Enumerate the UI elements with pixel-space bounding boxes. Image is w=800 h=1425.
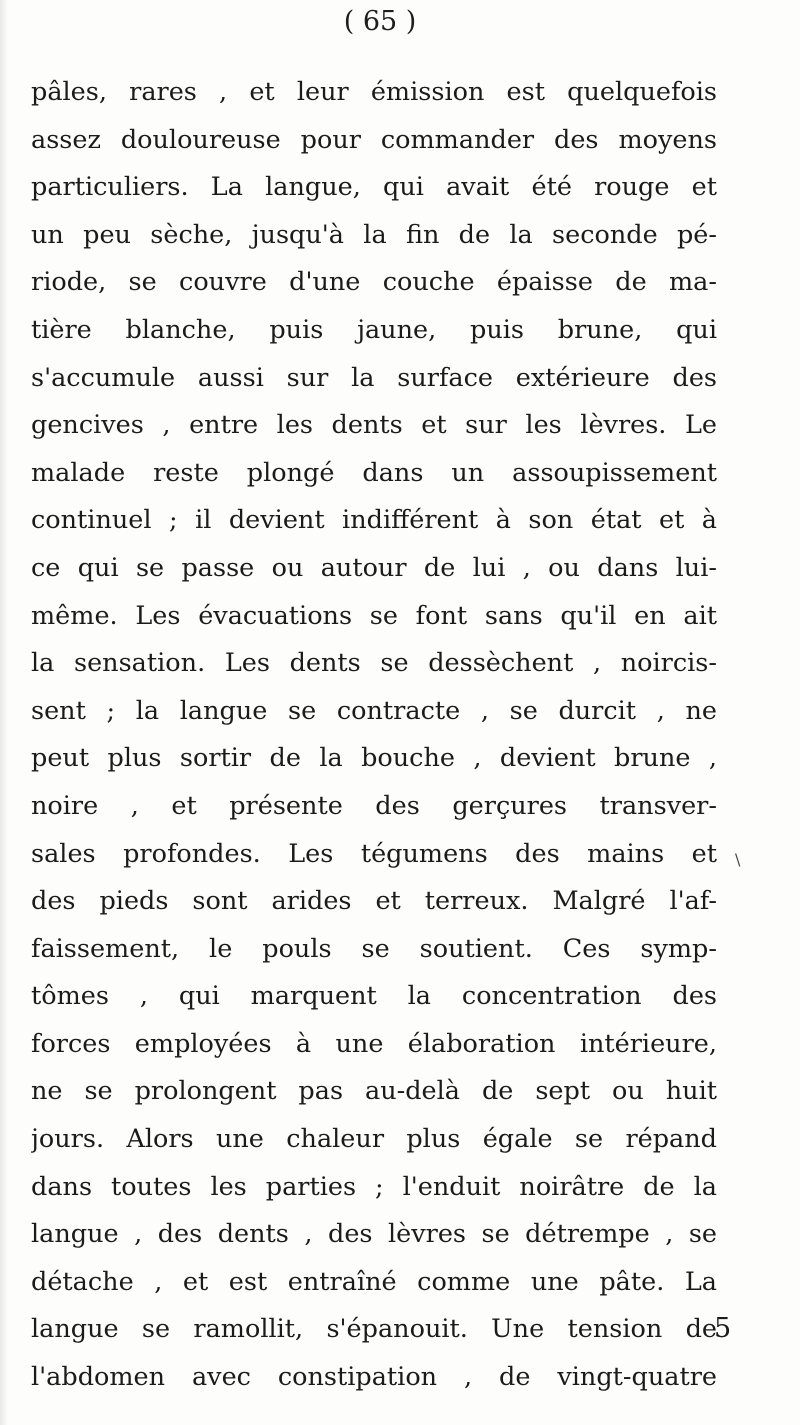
text-line: continuel ; il devient indifférent à son état et à [31,505,717,536]
text-line: dans toutes les parties ; l'enduit noirâtre de la [31,1171,717,1202]
text-line: tière blanche, puis jaune, puis brune, qui [31,314,717,345]
binding-shadow [0,0,8,1425]
text-line: jours. Alors une chaleur plus égale se répand [31,1124,717,1155]
text-line: sent ; la langue se contracte , se durcit , ne [31,695,717,726]
text-line: un peu sèche, jusqu'à la fin de la seconde pé- [31,219,717,250]
text-line: noire , et présente des gerçures transver- [31,790,717,821]
text-line: assez douloureuse pour commander des moyens [31,124,717,155]
text-line: peut plus sortir de la bouche , devient brune , [31,743,717,774]
text-line: tômes , qui marquent la concentration des [31,981,717,1012]
text-line: langue se ramollit, s'épanouit. Une tension de [31,1314,717,1345]
text-line: faissement, le pouls se soutient. Ces symp- [31,933,717,964]
body-text [31,69,717,1402]
text-line: forces employées à une élaboration intérieure, [31,1028,717,1059]
text-line: même. Les évacuations se font sans qu'il en ait [31,600,717,631]
text-line: riode, se couvre d'une couche épaisse de ma- [31,267,717,298]
text-line: détache , et est entraîné comme une pâte. La [31,1266,717,1297]
signature-mark: 5 [714,1313,732,1344]
text-line: gencives , entre les dents et sur les lèvres. Le [31,410,717,441]
text-line: l'abdomen avec constipation , de vingt-quatre [31,1362,717,1393]
page-number-header: ( 65 ) [343,6,417,37]
text-line: des pieds sont arides et terreux. Malgré l'af- [31,886,717,917]
text-line: pâles, rares , et leur émission est quelquefois [31,77,717,107]
text-line: ce qui se passe ou autour de lui , ou dans lui- [31,552,717,583]
margin-mark: \ [735,850,741,869]
text-line: sales profondes. Les tégumens des mains et [31,838,717,869]
text-line: particuliers. La langue, qui avait été rouge et [31,172,717,203]
text-line: langue , des dents , des lèvres se détrempe , se [31,1219,717,1250]
text-line: ne se prolongent pas au-delà de sept ou huit [31,1076,717,1107]
text-line: malade reste plongé dans un assoupissement [31,457,717,488]
text-line: la sensation. Les dents se dessèchent , noircis- [31,648,717,679]
text-line: s'accumule aussi sur la surface extérieure des [31,362,717,393]
